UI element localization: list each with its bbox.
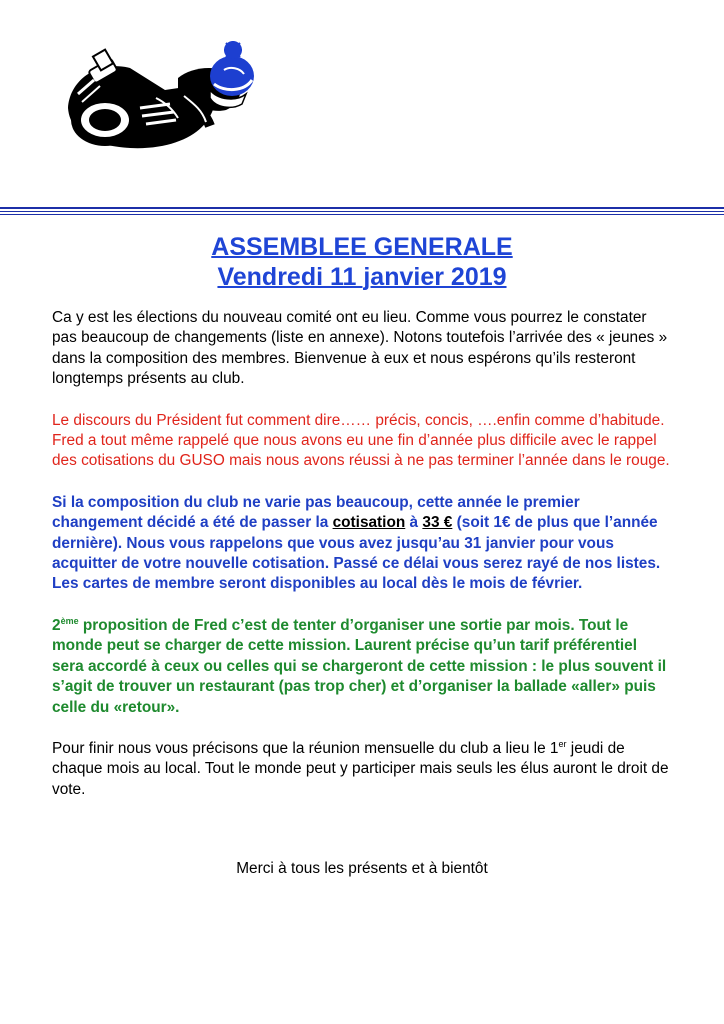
paragraph-proposition — [52, 616, 672, 718]
reunion-text-before: Pour finir nous vous précisons que la réunion mensuelle du club a lieu le 1 — [52, 739, 559, 757]
cotisation-text-after: (soit 1€ de plus que l’année dernière). Nous vous rappelons que vous avez jusqu’au 31 janvier pour vous acquitter de votre nouvelle cotisation. Passé ce délai vous serez rayé de nos listes. Les cartes de membre seront disponibles au local dès le mois de février. — [52, 514, 661, 593]
cotisation-text-mid: à — [405, 514, 423, 532]
reunion-ordinal: er — [558, 738, 567, 749]
title-line-1: ASSEMBLEE GENERALE — [211, 233, 513, 261]
proposition-number: 2 — [52, 616, 61, 634]
cotisation-word: cotisation — [332, 514, 406, 532]
paragraph-reunion — [52, 739, 672, 800]
cotisation-price: 33 € — [422, 514, 453, 532]
motorcyclist-logo — [60, 38, 270, 156]
title-block — [0, 232, 724, 292]
proposition-text: proposition de Fred c’est de tenter d’organiser une sortie par mois. Tout le monde peut se charger de cette mission. Laurent précise qu’un tarif préférentiel sera accordé à ceux ou celles qui se chargeront de cette mission : le plus souvent il s’agit de trouver un restaurant (pas trop cher) et d’organiser la ballade «aller» puis celle du «retour». — [52, 616, 667, 716]
header-rule-thick — [0, 207, 724, 209]
paragraph-elections: Ca y est les élections du nouveau comité ont eu lieu. Comme vous pourrez le constater pas beaucoup de changements (liste en annexe). Notons toutefois l’arrivée des « jeunes » dans la composition des membres. Bienvenue à eux et nous espérons qu’ils resteront longtemps présents au club. — [52, 309, 668, 388]
reunion-text-after: jeudi de chaque mois au local. Tout le monde peut y participer mais seuls les élus auront le droit de vote. — [52, 739, 669, 798]
title-line-2: Vendredi 11 janvier 2019 — [217, 263, 507, 291]
paragraph-discours: Le discours du Président fut comment dire…… précis, concis, ….enfin comme d’habitude. Fred a tout même rappelé que nous avons eu une fin d’année plus difficile avec le rappel des cotisations du GUSO mais nous avons réussi à ne pas terminer l’année dans le rouge. — [52, 411, 670, 470]
paragraph-cotisation — [52, 493, 672, 595]
closing-line: Merci à tous les présents et à bientôt — [236, 860, 488, 877]
proposition-ordinal: ème — [60, 615, 79, 626]
body-text — [52, 308, 672, 821]
header-rule-thin-1 — [0, 211, 724, 212]
header-rule-thin-2 — [0, 214, 724, 215]
cotisation-text-before: Si la composition du club ne varie pas beaucoup, cette année le premier changement décidé a été de passer la — [52, 493, 580, 532]
